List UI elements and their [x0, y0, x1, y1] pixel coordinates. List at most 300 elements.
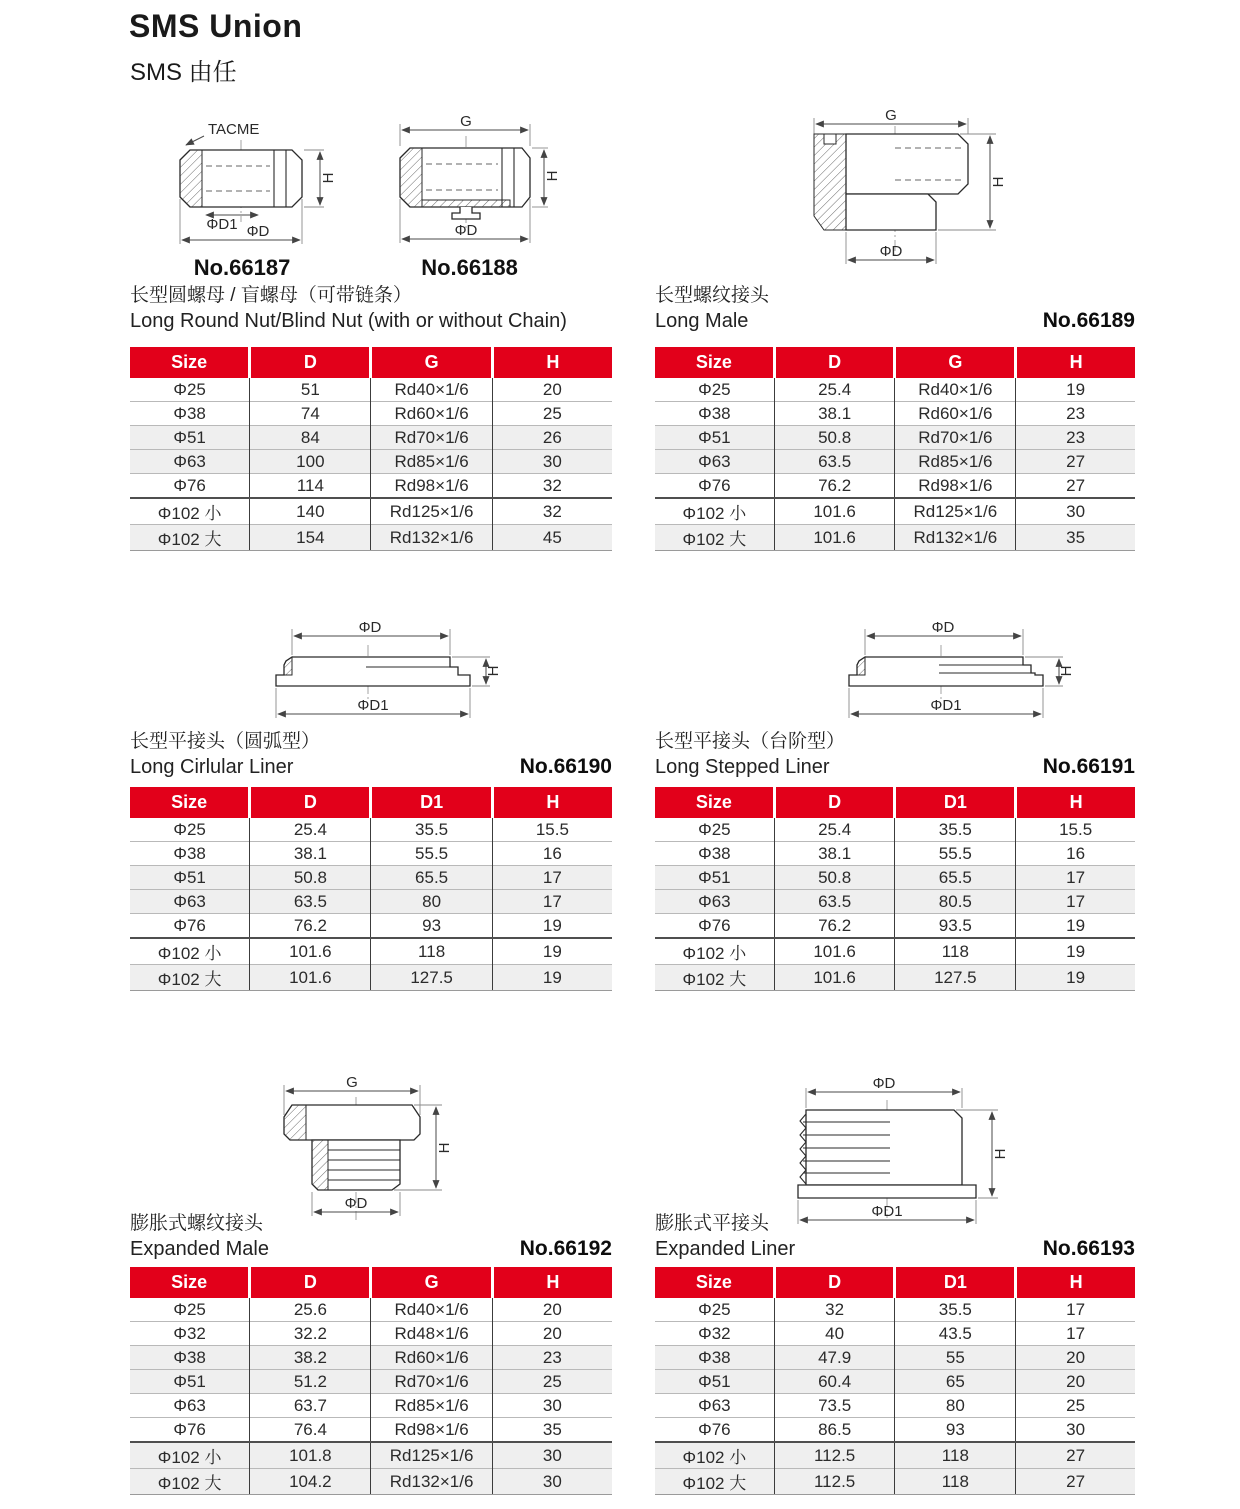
figure-66191-drawing	[835, 605, 1075, 725]
table-cell: 154	[250, 525, 371, 551]
table-cell: 65	[895, 1370, 1016, 1394]
table-cell: 27	[1016, 474, 1135, 499]
table-cell: 25	[492, 1370, 612, 1394]
table-row	[130, 1322, 612, 1346]
table-cell: Φ102 小	[130, 938, 250, 965]
column-header-h: H	[1016, 1267, 1135, 1298]
table-cell: 63.5	[774, 890, 895, 914]
section-expanded-liner-head	[655, 1211, 1135, 1262]
column-header-h: H	[492, 1267, 612, 1298]
page-subtitle: SMS 由任	[130, 59, 237, 86]
table-cell: 40	[774, 1322, 895, 1346]
table-cell: Φ25	[655, 1298, 774, 1322]
table-cell: 17	[1016, 1322, 1135, 1346]
table-cell: 50.8	[774, 866, 895, 890]
table-cell: Φ102 大	[130, 1469, 250, 1495]
table-row	[655, 965, 1135, 991]
table-cell: 30	[492, 1442, 612, 1469]
figure-66192-drawing	[272, 1072, 487, 1232]
table-cell: 63.5	[774, 450, 895, 474]
table-cell: Φ51	[130, 426, 250, 450]
dim-label-d: ΦD	[879, 243, 903, 260]
table-row	[130, 525, 612, 551]
table-cell: Rd132×1/6	[371, 525, 492, 551]
table-cell: 114	[250, 474, 371, 499]
table-cell: 19	[1016, 938, 1135, 965]
table-cell: Φ76	[130, 914, 250, 939]
table-cell: 38.2	[250, 1346, 371, 1370]
column-header-d: D	[250, 787, 371, 818]
table-row	[655, 378, 1135, 402]
part-number: No.66189	[1042, 309, 1135, 332]
table-cell: Φ32	[655, 1322, 774, 1346]
table-cell: Φ102 大	[655, 965, 774, 991]
table-row	[655, 426, 1135, 450]
dim-label-g: G	[885, 107, 897, 124]
table-cell: Φ63	[655, 890, 774, 914]
table-cell: 32	[492, 474, 612, 499]
section-long-stepped-liner-head	[655, 729, 1135, 780]
column-header-size: Size	[130, 787, 250, 818]
table-cell: 25.4	[774, 818, 895, 842]
table-row	[130, 890, 612, 914]
table-row	[655, 938, 1135, 965]
table-cell: 20	[492, 1298, 612, 1322]
column-header-h: H	[492, 347, 612, 378]
table-cell: 73.5	[774, 1394, 895, 1418]
table-cell: Rd85×1/6	[895, 450, 1016, 474]
section-title-en: Long Male	[655, 310, 749, 332]
table-row	[130, 818, 612, 842]
table-cell: 51	[250, 378, 371, 402]
table-cell: 32	[492, 498, 612, 525]
column-header-g: G	[895, 347, 1016, 378]
table-row	[130, 1370, 612, 1394]
part-number: No.66192	[519, 1237, 612, 1260]
column-header-d1: D1	[895, 787, 1016, 818]
dim-label-thread: TACME	[208, 121, 260, 138]
dim-label-d1: ΦD1	[357, 697, 389, 714]
table-cell: 25	[492, 402, 612, 426]
table-cell: 60.4	[774, 1370, 895, 1394]
table-cell: 101.6	[774, 938, 895, 965]
dim-label-h: H	[544, 170, 561, 182]
column-header-d: D	[774, 787, 895, 818]
table-cell: Φ38	[130, 1346, 250, 1370]
table-cell: Rd40×1/6	[895, 378, 1016, 402]
table-cell: 63.7	[250, 1394, 371, 1418]
table-cell: 101.6	[250, 965, 371, 991]
table-cell: Φ76	[655, 914, 774, 939]
column-header-d1: D1	[371, 787, 492, 818]
column-header-h: H	[492, 787, 612, 818]
table-row	[655, 1298, 1135, 1322]
table-cell: Rd125×1/6	[895, 498, 1016, 525]
table-cell: 93.5	[895, 914, 1016, 939]
table-cell: 112.5	[774, 1442, 895, 1469]
dim-label-d1: ΦD1	[930, 697, 962, 714]
figure-66188-part-no: No.66188	[421, 255, 518, 280]
table-header-row	[130, 347, 612, 378]
column-header-h: H	[1016, 347, 1135, 378]
dim-label-d: ΦD	[454, 222, 478, 239]
column-header-d1: D1	[895, 1267, 1016, 1298]
table-cell: 35	[492, 1418, 612, 1443]
dim-label-d: ΦD	[872, 1075, 896, 1092]
table-row	[130, 965, 612, 991]
table-cell: 76.4	[250, 1418, 371, 1443]
table-row	[130, 426, 612, 450]
section-long-circular-liner-head	[130, 729, 612, 780]
table-cell: Φ38	[655, 1346, 774, 1370]
table-row	[130, 1442, 612, 1469]
table-cell: Φ102 大	[655, 1469, 774, 1495]
column-header-d: D	[250, 347, 371, 378]
table-cell: Rd40×1/6	[371, 378, 492, 402]
column-header-d: D	[250, 1267, 371, 1298]
section-title-en: Expanded Male	[130, 1238, 269, 1260]
dim-label-g: G	[460, 113, 472, 130]
column-header-h: H	[1016, 787, 1135, 818]
dim-label-h: H	[992, 1148, 1009, 1160]
table-header-row	[655, 1267, 1135, 1298]
table-row	[130, 1346, 612, 1370]
table-cell: 35.5	[371, 818, 492, 842]
dim-label-h: H	[1058, 665, 1075, 677]
table-row	[130, 378, 612, 402]
part-number: No.66193	[1042, 1237, 1135, 1260]
dim-label-g: G	[346, 1074, 358, 1091]
table-cell: 118	[895, 1469, 1016, 1495]
table-cell: Rd132×1/6	[371, 1469, 492, 1495]
table-cell: Φ25	[130, 818, 250, 842]
section-title-zh: 长型平接头（圆弧型）	[130, 731, 321, 752]
figure-66188-drawing	[390, 112, 565, 262]
table-cell: Φ63	[130, 1394, 250, 1418]
table-cell: Φ51	[130, 1370, 250, 1394]
table-cell: 51.2	[250, 1370, 371, 1394]
table-cell: 47.9	[774, 1346, 895, 1370]
table-cell: Rd98×1/6	[371, 474, 492, 499]
figure-66190-drawing	[262, 605, 502, 725]
table-cell: 55.5	[895, 842, 1016, 866]
table-cell: 19	[492, 938, 612, 965]
column-header-g: G	[371, 347, 492, 378]
table-cell: Rd70×1/6	[371, 1370, 492, 1394]
table-cell: Rd40×1/6	[371, 1298, 492, 1322]
table-cell: 65.5	[895, 866, 1016, 890]
table-cell: 86.5	[774, 1418, 895, 1443]
table-row	[130, 914, 612, 939]
spec-table-long-circular-liner	[130, 787, 612, 991]
dim-label-h: H	[320, 172, 337, 184]
table-row	[655, 1418, 1135, 1443]
table-cell: Φ102 大	[655, 525, 774, 551]
table-row	[655, 525, 1135, 551]
table-cell: 112.5	[774, 1469, 895, 1495]
table-cell: Φ102 大	[130, 525, 250, 551]
table-cell: 118	[895, 1442, 1016, 1469]
table-cell: Φ25	[130, 378, 250, 402]
table-cell: 101.8	[250, 1442, 371, 1469]
table-cell: Φ51	[655, 1370, 774, 1394]
table-row	[655, 1370, 1135, 1394]
table-cell: Φ76	[130, 1418, 250, 1443]
section-title-zh: 长型平接头（台阶型）	[655, 731, 846, 752]
table-cell: Φ63	[655, 450, 774, 474]
table-header-row	[655, 787, 1135, 818]
table-cell: Rd98×1/6	[895, 474, 1016, 499]
table-cell: 27	[1016, 1469, 1135, 1495]
table-header-row	[655, 347, 1135, 378]
table-cell: 127.5	[371, 965, 492, 991]
table-row	[655, 890, 1135, 914]
table-cell: 101.6	[774, 498, 895, 525]
page-title: SMS Union	[129, 8, 303, 44]
table-cell: 55	[895, 1346, 1016, 1370]
table-row	[130, 402, 612, 426]
table-cell: 101.6	[774, 965, 895, 991]
table-cell: 30	[1016, 1418, 1135, 1443]
part-number: No.66190	[519, 755, 612, 778]
section-title-zh: 长型螺纹接头	[655, 285, 770, 306]
table-cell: 16	[492, 842, 612, 866]
table-cell: 80	[371, 890, 492, 914]
table-cell: 20	[1016, 1370, 1135, 1394]
table-row	[655, 1394, 1135, 1418]
table-cell: Rd98×1/6	[371, 1418, 492, 1443]
table-cell: Rd48×1/6	[371, 1322, 492, 1346]
table-cell: 25.6	[250, 1298, 371, 1322]
table-cell: 15.5	[1016, 818, 1135, 842]
table-row	[655, 914, 1135, 939]
column-header-size: Size	[655, 1267, 774, 1298]
table-cell: 20	[1016, 1346, 1135, 1370]
table-cell: 17	[1016, 890, 1135, 914]
table-cell: 17	[492, 890, 612, 914]
table-cell: 93	[371, 914, 492, 939]
table-cell: 17	[492, 866, 612, 890]
spec-table-long-male	[655, 347, 1135, 551]
table-row	[130, 1394, 612, 1418]
table-row	[655, 1346, 1135, 1370]
table-cell: Rd132×1/6	[895, 525, 1016, 551]
table-cell: 93	[895, 1418, 1016, 1443]
table-cell: Φ38	[655, 842, 774, 866]
table-row	[655, 1442, 1135, 1469]
figure-66187-drawing	[170, 118, 342, 268]
section-title-en: Long Stepped Liner	[655, 756, 830, 778]
table-cell: 118	[895, 938, 1016, 965]
section-title-en: Expanded Liner	[655, 1238, 796, 1260]
table-cell: Φ63	[130, 890, 250, 914]
table-row	[130, 938, 612, 965]
table-cell: Φ38	[130, 842, 250, 866]
table-cell: 38.1	[774, 842, 895, 866]
section-title-zh: 膨胀式平接头	[655, 1213, 770, 1234]
table-cell: 101.6	[250, 938, 371, 965]
dim-label-d1: ΦD1	[206, 216, 238, 233]
dim-label-d: ΦD	[246, 223, 270, 240]
column-header-d: D	[774, 347, 895, 378]
table-cell: Φ32	[130, 1322, 250, 1346]
table-cell: Rd125×1/6	[371, 1442, 492, 1469]
table-row	[655, 1469, 1135, 1495]
table-row	[655, 450, 1135, 474]
table-cell: 23	[492, 1346, 612, 1370]
table-cell: 30	[1016, 498, 1135, 525]
table-cell: Rd85×1/6	[371, 1394, 492, 1418]
table-cell: 17	[1016, 866, 1135, 890]
table-cell: Φ76	[655, 1418, 774, 1443]
column-header-size: Size	[655, 787, 774, 818]
dim-label-d: ΦD	[358, 619, 382, 636]
dim-label-h: H	[436, 1142, 453, 1154]
table-cell: 23	[1016, 402, 1135, 426]
table-cell: 65.5	[371, 866, 492, 890]
table-cell: 63.5	[250, 890, 371, 914]
table-cell: Φ76	[130, 474, 250, 499]
table-cell: 27	[1016, 450, 1135, 474]
table-row	[655, 842, 1135, 866]
table-cell: Φ38	[130, 402, 250, 426]
table-cell: 32	[774, 1298, 895, 1322]
table-cell: 23	[1016, 426, 1135, 450]
table-cell: 101.6	[774, 525, 895, 551]
table-cell: 140	[250, 498, 371, 525]
table-cell: Φ38	[655, 402, 774, 426]
table-header-row	[130, 1267, 612, 1298]
table-cell: Φ63	[655, 1394, 774, 1418]
table-cell: Φ76	[655, 474, 774, 499]
section-expanded-male-head	[130, 1211, 612, 1262]
table-row	[655, 1322, 1135, 1346]
table-cell: 80.5	[895, 890, 1016, 914]
table-cell: Rd60×1/6	[371, 402, 492, 426]
table-cell: Φ102 小	[655, 938, 774, 965]
table-cell: 50.8	[774, 426, 895, 450]
figure-66189-drawing	[800, 107, 1050, 278]
spec-table-long-stepped-liner	[655, 787, 1135, 991]
table-cell: 80	[895, 1394, 1016, 1418]
table-cell: 38.1	[250, 842, 371, 866]
table-cell: 15.5	[492, 818, 612, 842]
table-row	[130, 866, 612, 890]
table-cell: Rd125×1/6	[371, 498, 492, 525]
table-cell: 19	[1016, 914, 1135, 939]
column-header-size: Size	[655, 347, 774, 378]
table-row	[130, 1418, 612, 1443]
figure-66193-drawing	[790, 1072, 1035, 1232]
table-cell: Φ102 小	[655, 1442, 774, 1469]
table-cell: 76.2	[774, 474, 895, 499]
section-long-round-nut-head	[130, 283, 612, 334]
section-title-zh: 膨胀式螺纹接头	[130, 1213, 264, 1234]
table-cell: 19	[1016, 378, 1135, 402]
table-row	[130, 498, 612, 525]
table-cell: Φ102 小	[130, 1442, 250, 1469]
table-cell: 26	[492, 426, 612, 450]
section-title-en: Long Cirlular Liner	[130, 756, 294, 778]
table-cell: 20	[492, 378, 612, 402]
table-cell: 25.4	[774, 378, 895, 402]
table-cell: Φ102 小	[130, 498, 250, 525]
table-row	[130, 474, 612, 499]
dim-label-d: ΦD	[931, 619, 955, 636]
spec-table-expanded-liner	[655, 1267, 1135, 1495]
spec-table-expanded-male	[130, 1267, 612, 1495]
table-cell: 35.5	[895, 1298, 1016, 1322]
table-header-row	[130, 787, 612, 818]
dim-label-d1: ΦD1	[871, 1203, 903, 1220]
table-cell: 43.5	[895, 1322, 1016, 1346]
table-cell: 45	[492, 525, 612, 551]
column-header-g: G	[371, 1267, 492, 1298]
table-row	[655, 818, 1135, 842]
table-row	[655, 402, 1135, 426]
table-cell: 35.5	[895, 818, 1016, 842]
table-cell: 35	[1016, 525, 1135, 551]
table-cell: Rd70×1/6	[895, 426, 1016, 450]
table-cell: Φ63	[130, 450, 250, 474]
section-long-male-head	[655, 283, 1135, 334]
table-cell: Rd60×1/6	[371, 1346, 492, 1370]
table-cell: Rd85×1/6	[371, 450, 492, 474]
table-cell: 100	[250, 450, 371, 474]
table-row	[130, 450, 612, 474]
table-cell: Rd60×1/6	[895, 402, 1016, 426]
table-cell: Φ25	[655, 818, 774, 842]
table-cell: 127.5	[895, 965, 1016, 991]
section-title-zh: 长型圆螺母 / 盲螺母（可带链条）	[130, 285, 412, 306]
table-cell: Φ51	[655, 426, 774, 450]
table-cell: 25.4	[250, 818, 371, 842]
table-cell: Rd70×1/6	[371, 426, 492, 450]
spec-table-long-round-nut	[130, 347, 612, 551]
column-header-d: D	[774, 1267, 895, 1298]
table-cell: Φ51	[130, 866, 250, 890]
table-cell: 20	[492, 1322, 612, 1346]
table-cell: Φ102 大	[130, 965, 250, 991]
table-cell: 76.2	[774, 914, 895, 939]
table-cell: 17	[1016, 1298, 1135, 1322]
table-cell: 32.2	[250, 1322, 371, 1346]
dim-label-h: H	[990, 176, 1007, 188]
table-row	[130, 842, 612, 866]
table-cell: Φ25	[130, 1298, 250, 1322]
table-cell: 74	[250, 402, 371, 426]
table-cell: 38.1	[774, 402, 895, 426]
table-cell: Φ25	[655, 378, 774, 402]
part-number: No.66191	[1042, 755, 1135, 778]
table-cell: 30	[492, 450, 612, 474]
table-cell: 118	[371, 938, 492, 965]
table-cell: Φ102 小	[655, 498, 774, 525]
table-cell: 19	[492, 914, 612, 939]
table-row	[655, 498, 1135, 525]
dim-label-d: ΦD	[344, 1195, 368, 1212]
table-cell: 19	[492, 965, 612, 991]
figure-66187-part-no: No.66187	[193, 255, 291, 280]
table-cell: Φ51	[655, 866, 774, 890]
table-cell: 55.5	[371, 842, 492, 866]
table-cell: 76.2	[250, 914, 371, 939]
column-header-size: Size	[130, 1267, 250, 1298]
table-cell: 27	[1016, 1442, 1135, 1469]
table-cell: 25	[1016, 1394, 1135, 1418]
table-cell: 16	[1016, 842, 1135, 866]
table-cell: 50.8	[250, 866, 371, 890]
